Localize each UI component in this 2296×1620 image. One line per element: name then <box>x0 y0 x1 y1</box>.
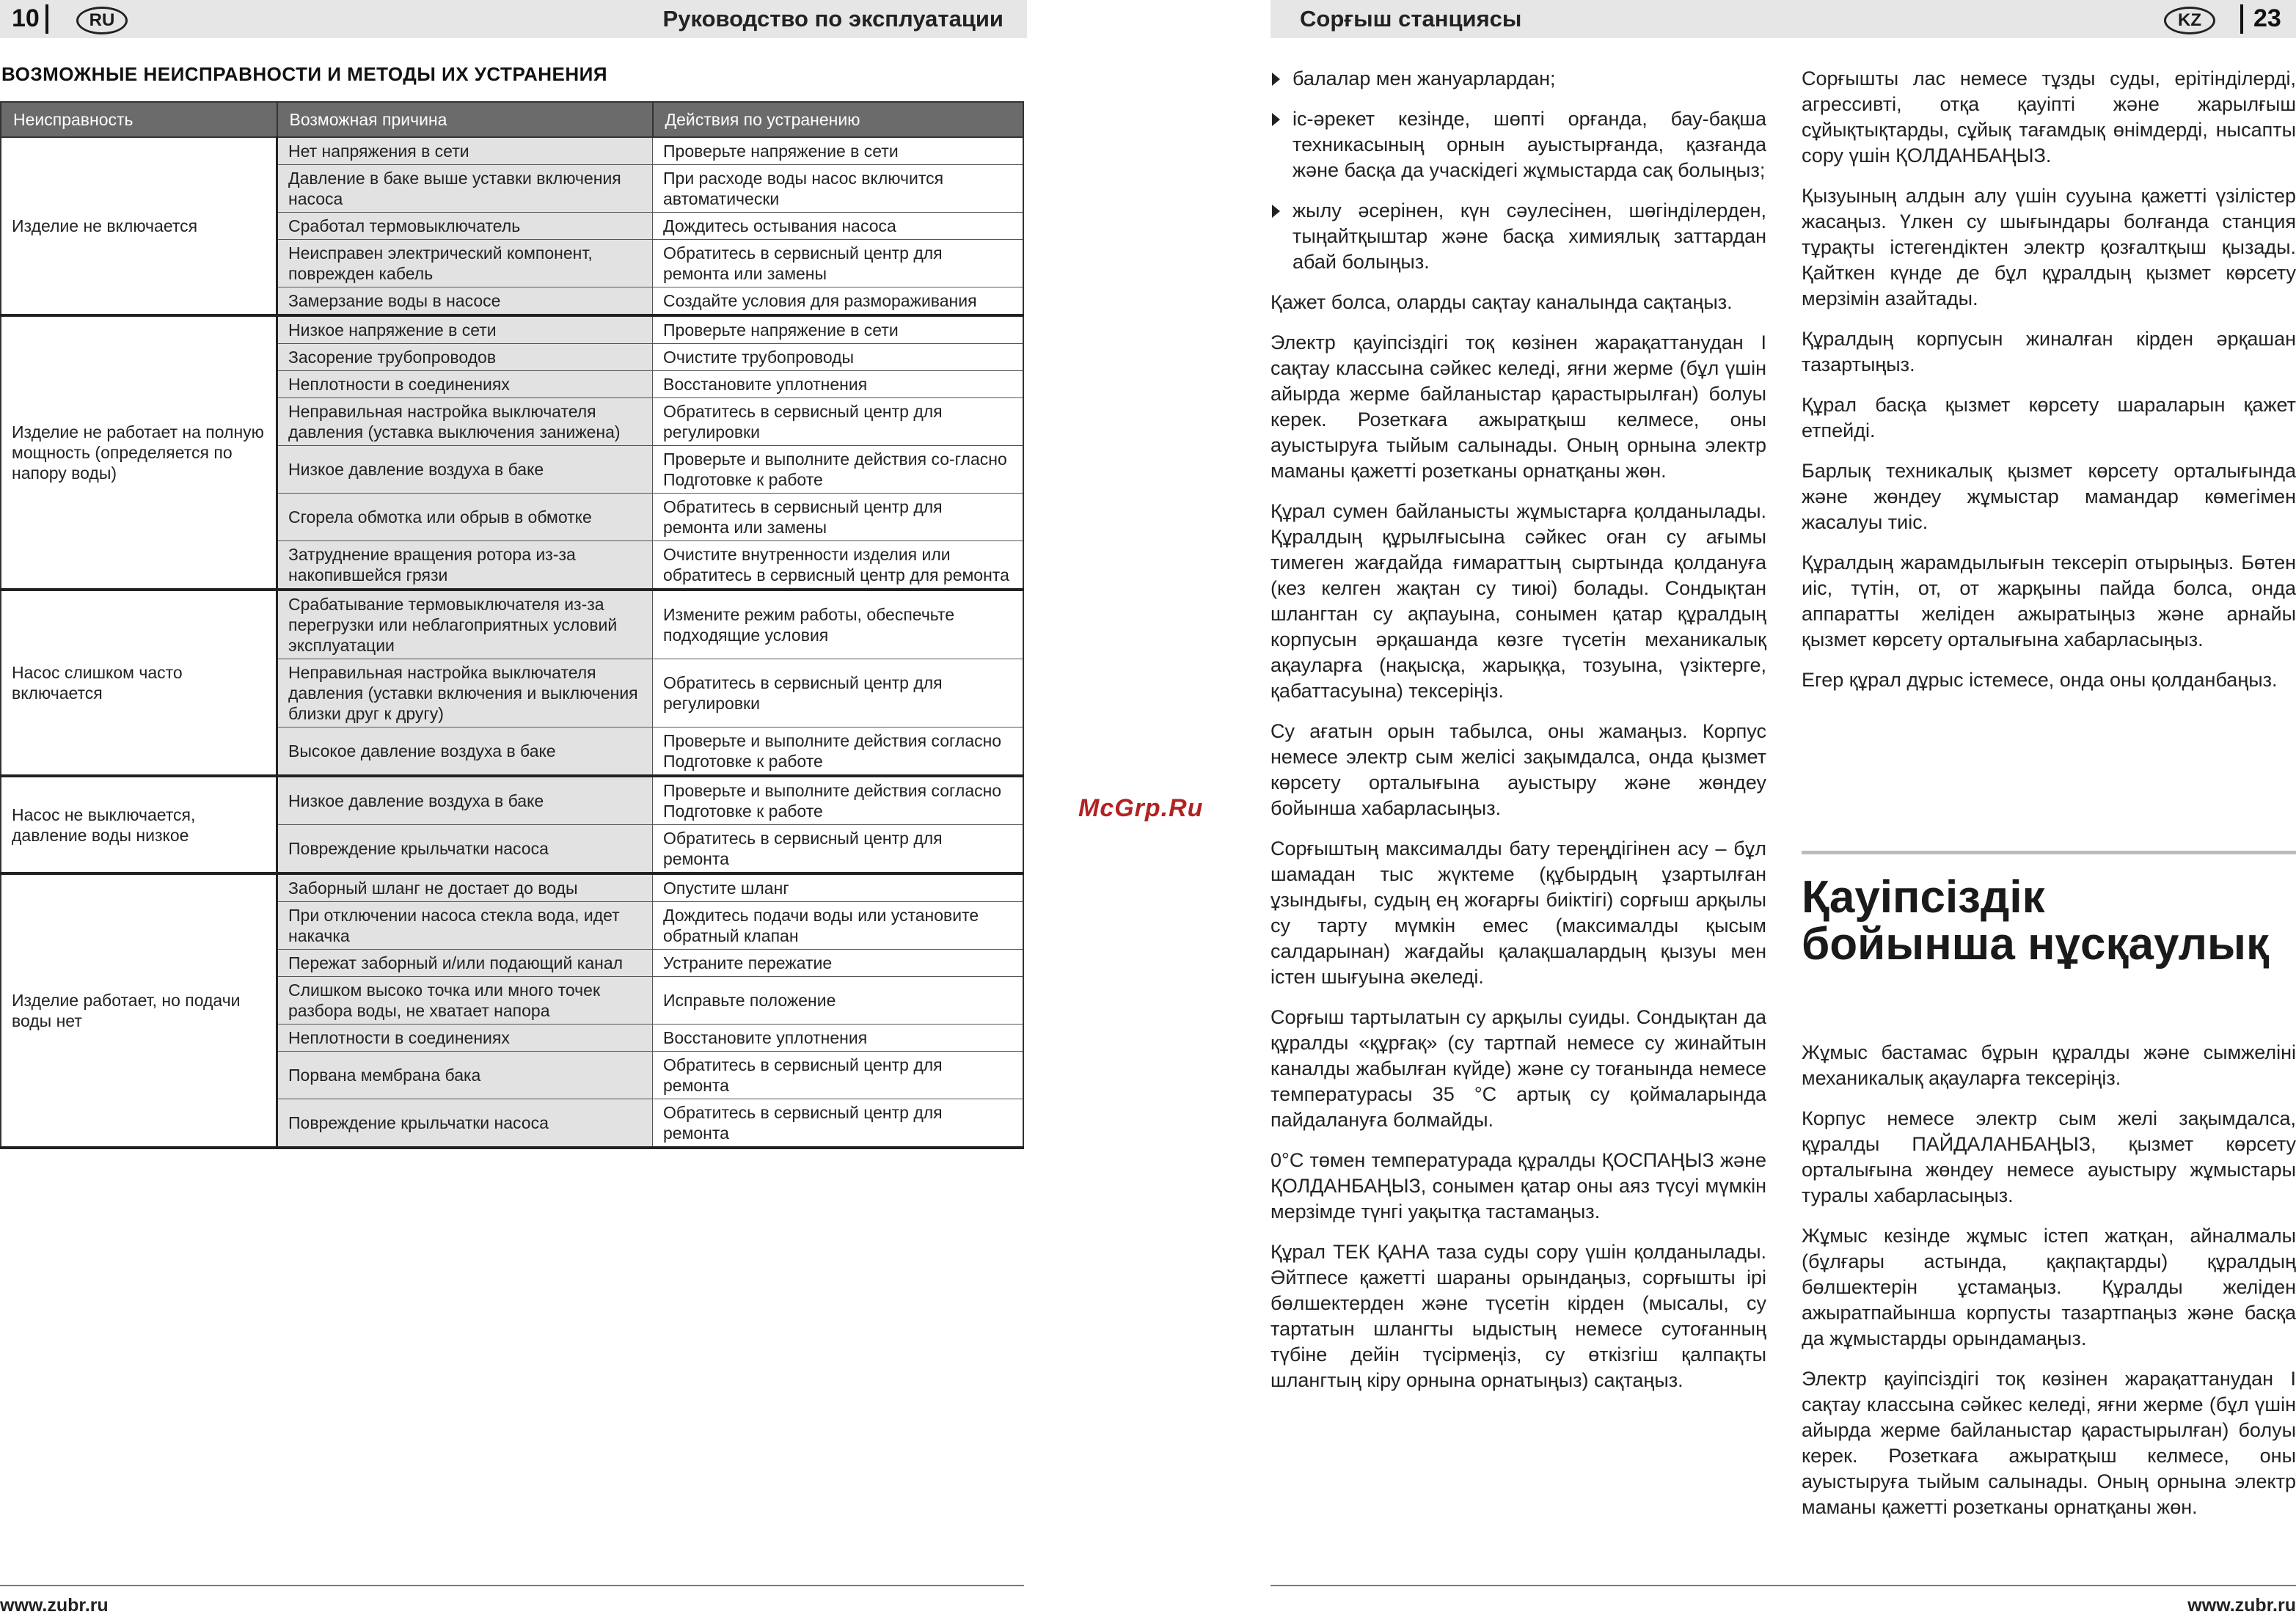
paragraph: Құралдың жарамдылығын тексеріп отырыңыз. Бөтен иіс, түтін, от, от жарқыны пайда болса, онда аппаратты желіден ажыратыңыз және арнайы қызмет көрсету орталығына хабарласыңыз. <box>1802 551 2296 650</box>
action-cell: Обратитесь в сервисный центр для ремонта <box>653 1099 1024 1148</box>
table-row <box>1 590 1023 659</box>
bullet-item: балалар мен жануарлардан; <box>1271 66 1766 92</box>
watermark: McGrp.Ru <box>1078 794 1204 822</box>
action-cell: Обратитесь в сервисный центр для ремонта <box>653 1052 1024 1099</box>
fault-cell: Насос слишком часто включается <box>1 590 277 776</box>
action-cell: Устраните пережатие <box>653 950 1024 977</box>
bullet-item: іс-әрекет кезінде, шөпті орғанда, бау-бақша техникасының орнын ауыстырғанда, қазғанда және басқа да учаскідегі жұмыстарда сақ болыңыз; <box>1271 106 1766 183</box>
cause-cell: Неплотности в соединениях <box>277 371 653 398</box>
paragraph: Электр қауіпсіздігі тоқ көзінен жарақаттанудан І сақтау классына сәйкес келеді, яғни жерме (бұл үшін айырда жерме байланыстар қарастырылған) болуы керек. Розеткаға ажыратқыш келмесе, оны ауыстыруға тыйым салынады. Оның орнына электр маманы қажетті розетканы орнатқаны жөн. <box>1271 331 1766 482</box>
paragraph: Қажет болса, оларды сақтау каналында сақтаңыз. <box>1271 291 1733 313</box>
cause-cell: Заборный шланг не достает до воды <box>277 873 653 902</box>
page-number: 10 <box>12 4 40 32</box>
section-heading <box>1802 874 2269 968</box>
language-badge: KZ <box>2164 7 2215 34</box>
paragraph: Сорғышты лас немесе тұзды суды, ерітінділерді, агрессивті, отқа қауіпті және жарылғыш сұйықтықтарды, сұйық тағамдық өнімдерді, нысапты сору үшін ҚОЛДАНБАҢЫЗ. <box>1802 67 2296 166</box>
cause-cell: Сгорела обмотка или обрыв в обмотке <box>277 494 653 541</box>
action-cell: Обратитесь в сервисный центр для ремонта или замены <box>653 240 1024 287</box>
text-column-2-bottom <box>1802 1040 2296 1535</box>
action-cell: Проверьте напряжение в сети <box>653 137 1024 165</box>
text-column-1 <box>1271 66 1766 1408</box>
heading-rule <box>1802 851 2296 854</box>
paragraph: Су ағатын орын табылса, оны жамаңыз. Корпус немесе электр сым желісі зақымдалса, онда қызмет көрсету орталығына ауыстыру және жөндеу бойынша хабарласыңыз. <box>1271 720 1766 819</box>
cause-cell: Высокое давление воздуха в баке <box>277 727 653 777</box>
fault-cell: Изделие работает, но подачи воды нет <box>1 873 277 1148</box>
fault-cell: Изделие не работает на полную мощность (определяется по напору воды) <box>1 315 277 590</box>
page-header <box>1271 0 2296 38</box>
cause-cell: Неплотности в соединениях <box>277 1025 653 1052</box>
paragraph: Құрал сумен байланысты жұмыстарға қолданылады. Құралдың құрылғысына сәйкес оған су ағымы тимеген жағдайда ғимараттың сыртында қолдануға (кез келген жақтан су тиюі) болады. Сондықтан шлангтан су ақпауына, сонымен қатар құралдың корпусын әрқашанда көзге түсетін механикалық ақауларға (нақысқа, жарыққа, тозуына, үзіктерге, қабаттасуына) тексеріңіз. <box>1271 500 1766 702</box>
table-row <box>1 873 1023 902</box>
right-page <box>1271 0 2296 1620</box>
action-cell: Восстановите уплотнения <box>653 371 1024 398</box>
cause-cell: Низкое давление воздуха в баке <box>277 776 653 825</box>
paragraph: Жұмыс бастамас бұрын құралды және сымжеліні механикалық ақауларға тексеріңіз. <box>1802 1041 2296 1089</box>
cause-cell: Слишком высоко точка или много точек разбора воды, не хватает напора <box>277 977 653 1025</box>
header-divider <box>2240 4 2243 34</box>
table-row <box>1 137 1023 165</box>
paragraph: Қызуының алдын алу үшін сууына қажетті үзілістер жасаңыз. Үлкен су шығындары болғанда станция тұрақты істегендіктен электр қозғалтқыш қызады. Қайткен күнде де бұл құралдың қызмет көрсету мерзімін азайтады. <box>1802 185 2296 309</box>
column-header: Действия по устранению <box>653 102 1024 137</box>
header-title: Руководство по эксплуатации <box>662 6 1003 32</box>
cause-cell: Неправильная настройка выключателя давления (уставка выключения занижена) <box>277 398 653 446</box>
column-header: Неисправность <box>1 102 277 137</box>
cause-cell: Срабатывание термовыключателя из-за перегрузки или неблагоприятных условий эксплуатации <box>277 590 653 659</box>
section-heading-line: бойынша нұсқаулық <box>1802 919 2270 970</box>
table-body <box>1 137 1023 1148</box>
footer-rule <box>1271 1585 2296 1586</box>
paragraph: 0°С төмен температурада құралды ҚОСПАҢЫЗ және ҚОЛДАНБАҢЫЗ, сонымен қатар оны аяз түсуі мүмкін мерзімде түнгі уақытқа тастамаңыз. <box>1271 1149 1766 1223</box>
cause-cell: Порвана мембрана бака <box>277 1052 653 1099</box>
table-row <box>1 776 1023 825</box>
action-cell: Восстановите уплотнения <box>653 1025 1024 1052</box>
left-page <box>0 0 1027 1620</box>
page-number: 23 <box>2253 4 2281 32</box>
cause-cell: Затруднение вращения ротора из-за накопившейся грязи <box>277 541 653 590</box>
cause-cell: Давление в баке выше уставки включения насоса <box>277 165 653 213</box>
fault-cell: Насос не выключается, давление воды низкое <box>1 776 277 873</box>
section-heading-line: Қауіпсіздік <box>1802 872 2045 923</box>
cause-cell: Низкое давление воздуха в баке <box>277 446 653 494</box>
cause-cell: Замерзание воды в насосе <box>277 287 653 316</box>
footer-website: www.zubr.ru <box>2187 1595 2296 1616</box>
paragraph: Корпус немесе электр сым желі зақымдалса, құралды ПАЙДАЛАНБАҢЫЗ, қызмет көрсету орталығына жөндеу немесе ауыстыру жұмыстары туралы хабарласыңыз. <box>1802 1107 2296 1206</box>
section-title: ВОЗМОЖНЫЕ НЕИСПРАВНОСТИ И МЕТОДЫ ИХ УСТРАНЕНИЯ <box>1 63 608 85</box>
action-cell: Проверьте и выполните действия согласно Подготовке к работе <box>653 727 1024 777</box>
paragraph: Барлық техникалық қызмет көрсету орталығында және жөндеу жұмыстар мамандар көмегімен жасалуы тиіс. <box>1802 460 2296 533</box>
header-divider <box>45 4 48 34</box>
cause-cell: Повреждение крыльчатки насоса <box>277 1099 653 1148</box>
text-column-2-top <box>1802 66 2296 708</box>
table-row <box>1 315 1023 344</box>
action-cell: При расходе воды насос включится автоматически <box>653 165 1024 213</box>
language-badge: RU <box>76 7 128 34</box>
paragraph: Электр қауіпсіздігі тоқ көзінен жарақаттанудан І сақтау классына сәйкес келеді, яғни жерме (бұл үшін айырда жерме байланыстар қарастырылған) болуы керек. Розеткаға ажыратқыш келмесе, оны ауыстыруға тыйым салынады. Оның орнына электр маманы қажетті розетканы орнатқаны жөн. <box>1802 1368 2296 1518</box>
cause-cell: Нет напряжения в сети <box>277 137 653 165</box>
paragraph: Құрал басқа қызмет көрсету шараларын қажет етпейді. <box>1802 394 2296 441</box>
action-cell: Исправьте положение <box>653 977 1024 1025</box>
action-cell: Проверьте и выполните действия согласно Подготовке к работе <box>653 776 1024 825</box>
action-cell: Обратитесь в сервисный центр для регулировки <box>653 659 1024 727</box>
page-header <box>0 0 1027 38</box>
action-cell: Обратитесь в сервисный центр для ремонта <box>653 825 1024 874</box>
paragraph: Сорғыштың максималды бату тереңдігінен асу – бұл шамадан тыс жүктеме (құбырдың ұзартылған ұзындығы, судың ең жоғарғы биіктігі) сорғыш арқылы су тарту мүмкін емес (максималды қысым салдарынан) жағдайы қалақшалардың қызуы мен істен шығуына әкеледі. <box>1271 838 1766 988</box>
table-header-row <box>1 102 1023 137</box>
cause-cell: Низкое напряжение в сети <box>277 315 653 344</box>
action-cell: Очистите трубопроводы <box>653 344 1024 371</box>
action-cell: Дождитесь остывания насоса <box>653 213 1024 240</box>
action-cell: Создайте условия для размораживания <box>653 287 1024 316</box>
cause-cell: Неисправен электрический компонент, поврежден кабель <box>277 240 653 287</box>
cause-cell: Неправильная настройка выключателя давления (уставки включения и выключения близки друг к другу) <box>277 659 653 727</box>
cause-cell: Пережат заборный и/или подающий канал <box>277 950 653 977</box>
footer-rule <box>0 1585 1024 1586</box>
cause-cell: Засорение трубопроводов <box>277 344 653 371</box>
bullet-item: жылу әсерінен, күн сәулесінен, шөгінділерден, тыңайтқыштар және басқа химиялық заттардан абай болыңыз. <box>1271 198 1766 275</box>
paragraph: Құрал ТЕК ҚАНА таза суды сору үшін қолданылады. Әйтпесе қажетті шараны орындаңыз, сорғышты ірі бөлшектерден және түсетін кірден (мысалы, су тартатын шлангты ыдыстың немесе сутоғанның түбіне дейін түсірмеңіз, су өткізгіш қалпақты шлангтың кіру орнына орнатыңыз) сақтаңыз. <box>1271 1241 1766 1391</box>
troubleshooting-table <box>0 101 1024 1149</box>
cause-cell: Сработал термовыключатель <box>277 213 653 240</box>
footer-website: www.zubr.ru <box>0 1595 109 1616</box>
action-cell: Очистите внутренности изделия или обратитесь в сервисный центр для ремонта <box>653 541 1024 590</box>
action-cell: Измените режим работы, обеспечьте подходящие условия <box>653 590 1024 659</box>
paragraph: Құралдың корпусын жиналған кірден әрқашан тазартыңыз. <box>1802 328 2296 375</box>
action-cell: Обратитесь в сервисный центр для регулировки <box>653 398 1024 446</box>
cause-cell: Повреждение крыльчатки насоса <box>277 825 653 874</box>
paragraph: Сорғыш тартылатын су арқылы суиды. Сондықтан да құралды «құрғақ» (су тартпай немесе су жинайтын каналды жабылған күйде) және су тоғанында немесе температурасы 35 °С артық су қоймаларында пайдалануға болмайды. <box>1271 1006 1766 1131</box>
paragraph: Жұмыс кезінде жұмыс істеп жатқан, айналмалы (бұлғары астында, қақпақтарды) құралдың бөлшектерін ұстамаңыз. Құралды желіден ажыратпайынша корпусты тазартпаңыз және басқа да жұмыстарды орындамаңыз. <box>1802 1225 2296 1349</box>
header-title: Сорғыш станциясы <box>1300 6 1522 32</box>
action-cell: Обратитесь в сервисный центр для ремонта или замены <box>653 494 1024 541</box>
fault-cell: Изделие не включается <box>1 137 277 315</box>
action-cell: Дождитесь подачи воды или установите обратный клапан <box>653 902 1024 950</box>
action-cell: Опустите шланг <box>653 873 1024 902</box>
action-cell: Проверьте и выполните действия со-гласно Подготовке к работе <box>653 446 1024 494</box>
cause-cell: При отключении насоса стекла вода, идет накачка <box>277 902 653 950</box>
paragraph: Егер құрал дұрыс істемесе, онда оны қолданбаңыз. <box>1802 669 2278 691</box>
action-cell: Проверьте напряжение в сети <box>653 315 1024 344</box>
column-header: Возможная причина <box>277 102 653 137</box>
